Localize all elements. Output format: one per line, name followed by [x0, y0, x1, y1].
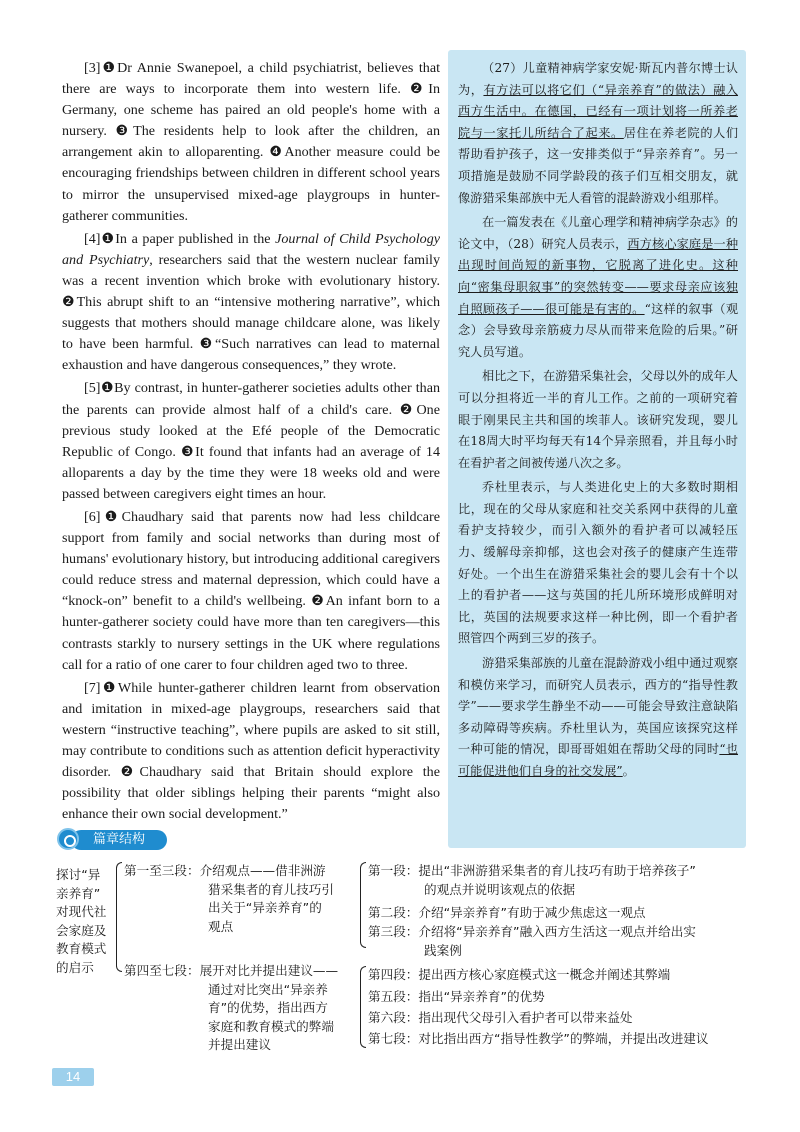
brace-root [116, 862, 122, 972]
section-4: 第四段：提出西方核心家庭模式这一概念并阐述其弊端 [368, 967, 671, 982]
english-paragraph-7: [7]❶While hunter-gatherer children learnt from observation and imitation in mixed-age playgroups, researchers said that western “instructive teaching”, where pupils are asked to sit still, may contribute to conditions such as attention deficit hyperactivity disorder. ❷Chaudhary said that Britain should explore the possibility that older siblings helping their parents “might also enhance their own social development.” [62, 679, 441, 823]
section-7: 第七段：对比指出西方“指导性教学”的弊端，并提出改进建议 [368, 1031, 709, 1046]
brace-part-2 [360, 966, 366, 1048]
structure-part-1: 第一至三段：介绍观点——借非洲游 猎采集者的育儿技巧引 出关于“异亲养育”的 观点 [124, 863, 334, 934]
english-paragraph-6: [6]❶Chaudhary said that parents now had less childcare support from family and social networks than during most of humans' evolutionary history, but introducing additional caregivers could reduce stress and maternal depression, which could have a “knock-on” benefit to a child's wellbeing. ❷An infant born to a hunter-gatherer society could have more than ten caregivers—this contrasts starkly to nursery settings in the UK where regulations call for a ratio of one carer to four children aged two to three. [62, 508, 440, 673]
structure-part-2: 第四至七段：展开对比并提出建议—— 通过对比突出“异亲养 育”的优势，指出西方 家庭和教育模式的弊端 并提出建议 [124, 963, 339, 1052]
section-1: 第一段：提出“非洲游猎采集者的育儿技巧有助于培养孩子” 的观点并说明该观点的依据 [368, 863, 696, 897]
english-paragraph-4: [4]❶In a paper published in the Journal of Child Psychology and Psychiatry, researchers said that the western nuclear family was a recent invention which broke with evolutionary history. ❷This abrupt shift to an “intensive mothering narrative”, which suggests that mothers should manage childcare alone, was likely to have been harmful. ❸“Such narratives can lead to maternal exhaustion and have dangerous consequences,” they wrote. [62, 230, 441, 374]
structure-header-label: 篇章结构 [71, 830, 167, 850]
brace-part-1 [360, 862, 366, 948]
section-2: 第二段：介绍“异亲养育”有助于减少焦虑这一观点 [368, 905, 646, 920]
chinese-paragraph-5: 游猎采集部族的儿童在混龄游戏小组中通过观察和模仿来学习，而研究人员表示，西方的“指导性教学”——要求学生静坐不动——可能会导致注意缺陷多动障碍等疾病。乔杜里认为，英国应该探究这样一种可能的情况，即哥哥姐姐在帮助父母的同时“也可能促进他们自身的社交发展”。 [458, 656, 739, 778]
section-5: 第五段：指出“异亲养育”的优势 [368, 989, 545, 1004]
chinese-translation [458, 58, 738, 786]
page-number: 14 [52, 1068, 94, 1086]
search-icon [57, 828, 79, 850]
structure-header [57, 828, 167, 852]
structure-root: 探讨“异 亲养育” 对现代社 会家庭及 教育模式 的启示 [56, 867, 107, 975]
chinese-paragraph-1: （27）儿童精神病学家安妮·斯瓦内普尔博士认为，有方法可以将它们（“异亲养育”的做法）融入西方生活中。在德国，已经有一项计划将一所养老院与一家托儿所结合了起来。居住在养老院的人们帮助看护孩子，这一安排类似于“异亲养育”。另一项措施是鼓励不同学龄段的孩子们互相交朋友，就像游猎采集部族中无人看管的混龄游戏小组那样。 [458, 61, 739, 205]
english-passage [62, 58, 440, 827]
chinese-paragraph-3: 相比之下，在游猎采集社会，父母以外的成年人可以分担将近一半的育儿工作。之前的一项研究着眼于刚果民主共和国的埃菲人。该研究发现，婴儿在18周大时平均每天有14个异亲照看，并且每小时在看护者之间被传递八次之多。 [458, 369, 738, 470]
journal-title: Journal of Child Psychology and Psychiatry [62, 230, 441, 268]
english-paragraph-5: [5]❶By contrast, in hunter-gatherer societies adults other than the parents can provide almost half of a child's care. ❷One previous study looked at the Efé people of the Democratic Republic of Congo. ❸It found that infants had an average of 14 alloparents a day by the time they were 18 weeks old and were passed between caregivers eight times an hour. [62, 380, 440, 502]
english-paragraph-3: [3]❶Dr Annie Swanepoel, a child psychiatrist, believes that there are ways to incorporate them into western life. ❷In Germany, one scheme has paired an old people's home with a nursery. ❸The residents help to look after the children, an arrangement akin to alloparenting. ❹Another measure could be encouraging friendships between children in different school years to mirror the unsupervised mixed-age playgroups in hunter-gatherer communities. [62, 60, 441, 224]
chinese-paragraph-2: 在一篇发表在《儿童心理学和精神病学杂志》的论文中，（28）研究人员表示，西方核心家庭是一种出现时间尚短的新事物，它脱离了进化史。这种向“密集母职叙事”的突然转变——要求母亲应该独自照顾孩子——很可能是有害的。“这样的叙事（观念）会导致母亲筋疲力尽从而带来危险的后果。”研究人员写道。 [458, 215, 739, 359]
section-6: 第六段：指出现代父母引入看护者可以带来益处 [368, 1010, 633, 1025]
section-3: 第三段：介绍将“异亲养育”融入西方生活这一观点并给出实 践案例 [368, 924, 696, 958]
chinese-paragraph-4: 乔杜里表示，与人类进化史上的大多数时期相比，现在的父母从家庭和社交关系网中获得的儿童看护支持较少，而引入额外的看护者可以减轻压力、缓解母亲抑郁，这也会对孩子的健康产生连带好处。一个出生在游猎采集社会的婴儿会有十个以上的看护者——这与英国的托儿所环境形成鲜明对比，英国的法规要求这样一种比例，即一个看护者照管四个两到三岁的孩子。 [458, 480, 738, 646]
